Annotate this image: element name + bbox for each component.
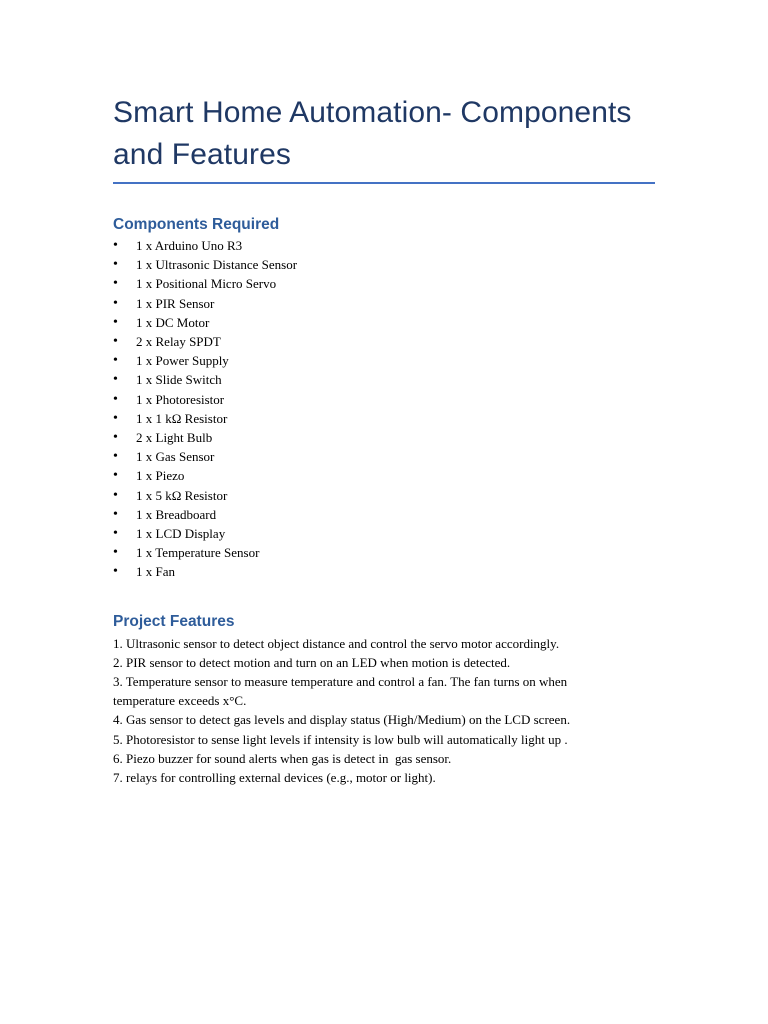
bullet-icon: • [113, 564, 118, 580]
component-label: 1 x Fan [136, 564, 175, 580]
bullet-icon: • [113, 276, 118, 292]
component-label: 1 x Gas Sensor [136, 449, 215, 465]
component-label: 1 x Temperature Sensor [136, 545, 260, 561]
component-label: 1 x Power Supply [136, 353, 229, 369]
component-item [113, 466, 655, 485]
feature-line: temperature exceeds x°C. [113, 693, 247, 709]
component-item [113, 409, 655, 428]
feature-line: 7. relays for controlling external devices (e.g., motor or light). [113, 770, 436, 786]
bullet-icon: • [113, 430, 118, 446]
component-label: 1 x Breadboard [136, 506, 217, 522]
bullet-icon: • [113, 391, 118, 407]
bullet-icon: • [113, 449, 118, 465]
bullet-icon: • [113, 487, 118, 503]
component-label: 1 x DC Motor [136, 314, 210, 330]
component-label: 1 x PIR Sensor [136, 295, 215, 311]
features-list [113, 634, 655, 788]
component-item [113, 390, 655, 409]
component-label: 2 x Relay SPDT [136, 334, 221, 350]
component-item [113, 543, 655, 562]
component-item [113, 332, 655, 351]
component-label: 1 x 5 kΩ Resistor [136, 487, 228, 503]
component-item [113, 447, 655, 466]
component-label: 1 x Arduino Uno R3 [136, 238, 243, 253]
bullet-icon: • [113, 314, 118, 330]
document-title: Smart Home Automation- Components and Features [113, 96, 632, 171]
feature-line: 6. Piezo buzzer for sound alerts when gas is detect in gas sensor. [113, 750, 452, 766]
bullet-icon: • [113, 238, 118, 253]
component-item [113, 351, 655, 370]
component-item [113, 562, 655, 581]
component-label: 2 x Light Bulb [136, 430, 213, 446]
bullet-icon: • [113, 545, 118, 561]
feature-line: 3. Temperature sensor to measure temperature and control a fan. The fan turns on when [113, 674, 568, 690]
bullet-icon: • [113, 334, 118, 350]
component-item [113, 370, 655, 389]
component-item [113, 505, 655, 524]
component-item [113, 255, 655, 274]
bullet-icon: • [113, 295, 118, 311]
component-item [113, 524, 655, 543]
component-label: 1 x Photoresistor [136, 391, 225, 407]
bullet-icon: • [113, 353, 118, 369]
bullet-icon: • [113, 526, 118, 542]
bullet-icon: • [113, 506, 118, 522]
component-label: 1 x Slide Switch [136, 372, 222, 388]
bullet-icon: • [113, 257, 118, 273]
component-item [113, 294, 655, 313]
feature-line: 4. Gas sensor to detect gas levels and display status (High/Medium) on the LCD screen. [113, 712, 571, 728]
feature-line: 1. Ultrasonic sensor to detect object distance and control the servo motor accordingly. [113, 635, 560, 651]
component-item [113, 313, 655, 332]
features-heading: Project Features [113, 612, 235, 630]
bullet-icon: • [113, 468, 118, 484]
component-label: 1 x 1 kΩ Resistor [136, 410, 228, 426]
component-label: 1 x Positional Micro Servo [136, 276, 277, 292]
component-item [113, 236, 655, 255]
component-label: 1 x Piezo [136, 468, 185, 484]
feature-line: 2. PIR sensor to detect motion and turn on an LED when motion is detected. [113, 654, 511, 670]
title-divider [113, 182, 655, 184]
bullet-icon: • [113, 410, 118, 426]
components-heading: Components Required [113, 216, 280, 233]
component-item [113, 428, 655, 447]
component-label: 1 x Ultrasonic Distance Sensor [136, 257, 298, 273]
document-page [113, 92, 655, 787]
component-item [113, 486, 655, 505]
components-list [113, 236, 655, 582]
bullet-icon: • [113, 372, 118, 388]
component-item [113, 274, 655, 293]
feature-line: 5. Photoresistor to sense light levels if intensity is low bulb will automatically light up . [113, 731, 568, 747]
component-label: 1 x LCD Display [136, 526, 226, 542]
